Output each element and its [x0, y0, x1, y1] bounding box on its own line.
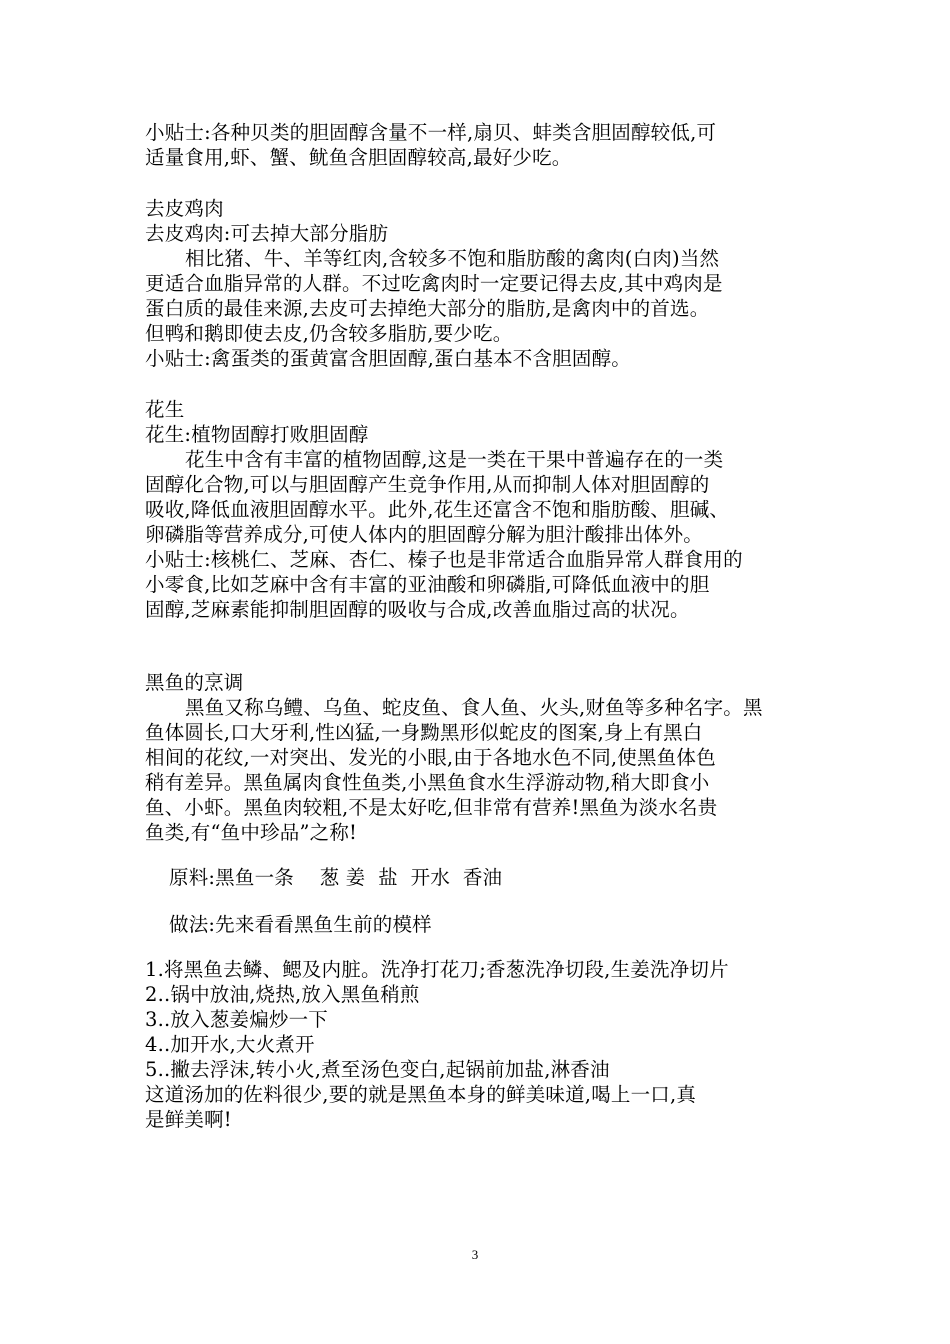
chicken-heading: 去皮鸡肉: [145, 197, 224, 220]
snakehead-heading: 黑鱼的烹调: [145, 671, 244, 694]
shellfish-tip-line-1: 小贴士:各种贝类的胆固醇含量不一样,扇贝、蚌类含胆固醇较低,可: [145, 121, 717, 144]
peanut-body-line-3: 吸收,降低血液胆固醇水平。此外,花生还富含不饱和脂肪酸、胆碱、: [145, 498, 730, 521]
snakehead-body-line-5: 鱼、小虾。黑鱼肉较粗,不是太好吃,但非常有营养!黑鱼为淡水名贵: [145, 796, 718, 819]
snakehead-body-line-6: 鱼类,有“鱼中珍品”之称!: [145, 821, 358, 844]
peanut-body-line-4: 卵磷脂等营养成分,可使人体内的胆固醇分解为胆汁酸排出体外。: [145, 523, 703, 546]
chicken-body-line-1: 相比猪、牛、羊等红肉,含较多不饱和脂肪酸的禽肉(白肉)当然: [185, 247, 720, 270]
method-intro: 做法:先来看看黑鱼生前的模样: [169, 913, 432, 936]
peanut-heading: 花生: [145, 398, 185, 421]
snakehead-body-line-4: 稍有差异。黑鱼属肉食性鱼类,小黑鱼食水生浮游动物,稍大即食小: [145, 771, 710, 794]
step-4: 4..加开水,大火煮开: [145, 1033, 315, 1056]
peanut-tip-line-3: 固醇,芝麻素能抑制胆固醇的吸收与合成,改善血脂过高的状况。: [145, 598, 690, 621]
peanut-body-line-2: 固醇化合物,可以与胆固醇产生竞争作用,从而抑制人体对胆固醇的: [145, 473, 710, 496]
snakehead-body-line-3: 相间的花纹,一对突出、发光的小眼,由于各地水色不同,使黑鱼体色: [145, 746, 716, 769]
snakehead-body-line-2: 鱼体圆长,口大牙利,性凶猛,一身黝黑形似蛇皮的图案,身上有黑白: [145, 721, 703, 744]
peanut-subheading: 花生:植物固醇打败胆固醇: [145, 423, 369, 446]
step-1: 1.将黑鱼去鳞、鳃及内脏。洗净打花刀;香葱洗净切段,生姜洗净切片: [145, 958, 729, 981]
chicken-subheading: 去皮鸡肉:可去掉大部分脂肪: [145, 222, 389, 245]
peanut-tip-line-2: 小零食,比如芝麻中含有丰富的亚油酸和卵磷脂,可降低血液中的胆: [145, 573, 710, 596]
closing-line-1: 这道汤加的佐料很少,要的就是黑鱼本身的鲜美味道,喝上一口,真: [145, 1083, 697, 1106]
peanut-tip-line-1: 小贴士:核桃仁、芝麻、杏仁、榛子也是非常适合血脂异常人群食用的: [145, 548, 743, 571]
chicken-body-line-2: 更适合血脂异常的人群。不过吃禽肉时一定要记得去皮,其中鸡肉是: [145, 272, 723, 295]
shellfish-tip-line-2: 适量食用,虾、蟹、鱿鱼含胆固醇较高,最好少吃。: [145, 146, 572, 169]
ingredients-line: 原料:黑鱼一条 葱 姜 盐 开水 香油: [169, 866, 503, 889]
step-3: 3..放入葱姜煸炒一下: [145, 1008, 329, 1031]
snakehead-body-line-1: 黑鱼又称乌鳢、乌鱼、蛇皮鱼、食人鱼、火头,财鱼等多种名字。黑: [185, 696, 763, 719]
step-2: 2..锅中放油,烧热,放入黑鱼稍煎: [145, 983, 420, 1006]
document-page: [145, 120, 825, 1132]
closing-line-2: 是鲜美啊!: [145, 1108, 232, 1131]
page-number: 3: [471, 1247, 479, 1262]
chicken-tip: 小贴士:禽蛋类的蛋黄富含胆固醇,蛋白基本不含胆固醇。: [145, 347, 631, 370]
chicken-body-line-4: 但鸭和鹅即使去皮,仍含较多脂肪,要少吃。: [145, 322, 513, 345]
step-5: 5..撇去浮沫,转小火,煮至汤色变白,起锅前加盐,淋香油: [145, 1058, 610, 1081]
peanut-body-line-1: 花生中含有丰富的植物固醇,这是一类在干果中普遍存在的一类: [185, 448, 724, 471]
chicken-body-line-3: 蛋白质的最佳来源,去皮可去掉绝大部分的脂肪,是禽肉中的首选。: [145, 297, 710, 320]
